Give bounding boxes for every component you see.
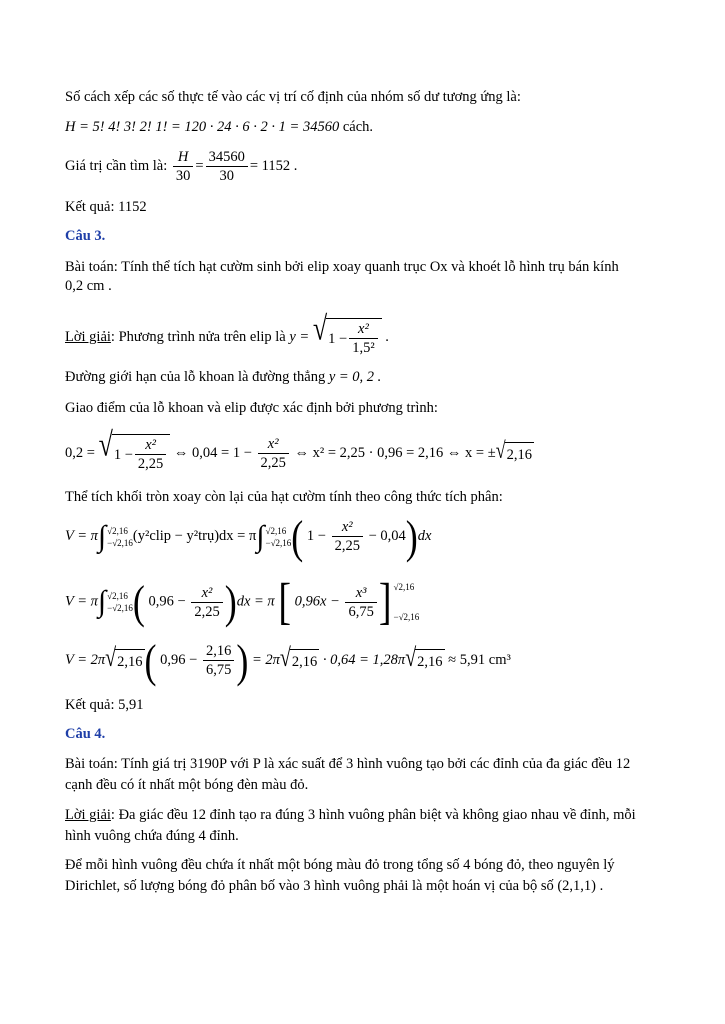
sqrt-ellipse: √ 1 − $\frac{\text{x²}}{\text{1,5²}}$ [313, 318, 382, 357]
problem-4-line-1: Bài toán: Tính giá trị 3190P với P là xác suất để 3 hình vuông tạo bởi các đỉnh của đa giác đều 12 [65, 756, 631, 772]
solution-3-ellipse: Lời giải: Phương trình nửa trên elip là y = √ 1 − $\frac{\text{x²}}{\text{1,5²}}$ . [65, 309, 389, 356]
integral-1: ∫ √2,16 −√2,16 [97, 519, 133, 553]
hole-boundary-line: Đường giới hạn của lỗ khoan là đường thẳng y = 0, 2 . [65, 369, 382, 385]
volume-formula-2: V = π ∫ √2,16 −√2,16 ( 0,96 − $\frac{\text{x²}}{2,25}$ )dx = π [ 0,96x − $\frac{\text{x³}}{6,75}$ ] √2,16 −√2,16 [65, 573, 420, 631]
integral-2: ∫ √2,16 −√2,16 [256, 519, 292, 553]
dirichlet-line-1: Để mỗi hình vuông đều chứa ít nhất một bóng màu đỏ trong tổng số 4 bóng đỏ, theo nguyên lý [65, 857, 615, 873]
volume-formula-1: V = π ∫ √2,16 −√2,16 (y²clip − y²trụ)dx = π ∫ √2,16 −√2,16 ( 1 − $\frac{\text{x²}}{2,25}$ − 0,04)dx [65, 510, 432, 563]
formula-H-unit: cách. [342, 119, 374, 135]
answer-value: = 1152 . [249, 157, 298, 174]
heading-cau-3: Câu 3. [65, 228, 106, 244]
formula-answer: Giá trị cần tìm là: $\frac{H}{30}$ = $\frac{34560}{30}$ = 1152 . [65, 149, 298, 184]
fraction-h-30: $\frac{H}{30}$ [173, 148, 194, 185]
equation-intersection: 0,2 = √ 1 − $\frac{\text{x²}}{2,25}$ ⇔ 0,04 = 1 − $\frac{\text{x²}}{2,25}$ ⇔ x² = 2,25 · 0,96 = 2,16 ⇔ x = ± √ 2,16 [65, 425, 532, 472]
solution-4-line-2: hình vuông chứa đúng 4 đỉnh. [65, 828, 239, 844]
formula-H [65, 116, 675, 138]
result-2: Kết quả: 5,91 [65, 697, 144, 713]
result-1: Kết quả: 1152 [65, 199, 147, 215]
intersection-intro: Giao điểm của lỗ khoan và elip được xác định bởi phương trình: [65, 400, 438, 416]
solution-label: Lời giải [65, 328, 111, 345]
formula-H-text: H = 5! 4! 3! 2! 1! = 120 · 24 · 6 · 2 · 1 = 34560 [65, 119, 340, 135]
volume-formula-3: V = 2π √ 2,16 ( 0,96 − $\frac{2,16}{6,75}$ ) = 2π √ 2,16 · 0,64 = 1,28π √ 2,16 ≈ 5,91 cm³ [65, 634, 511, 687]
paragraph-arrangements: Số cách xếp các số thực tế vào các vị trí cố định của nhóm số dư tương ứng là: [65, 89, 521, 105]
dirichlet-line-2: Dirichlet, số lượng bóng đỏ phân bố vào 3 hình vuông phải là một hoán vị của bộ số (2,1,1) . [65, 878, 604, 894]
heading-cau-4: Câu 4. [65, 726, 106, 742]
solution-4-label: Lời giải [65, 807, 111, 823]
solution-4-line-1: Lời giải: Đa giác đều 12 đỉnh tạo ra đúng 3 hình vuông phân biệt và không giao nhau về đỉnh, mỗi [65, 807, 636, 823]
answer-lead: Giá trị cần tìm là: [65, 157, 168, 174]
fraction-34560-30: $\frac{34560}{30}$ [206, 148, 248, 185]
volume-intro: Thể tích khối tròn xoay còn lại của hạt cườm tính theo công thức tích phân: [65, 489, 503, 505]
problem-4-line-2: cạnh đều có ít nhất một bóng đèn màu đỏ. [65, 777, 309, 793]
problem-3-line-2: 0,2 cm . [65, 278, 112, 294]
problem-3-line-1: Bài toán: Tính thể tích hạt cườm sinh bởi elip xoay quanh trục Ox và khoét lỗ hình trụ bán kính [65, 259, 619, 275]
